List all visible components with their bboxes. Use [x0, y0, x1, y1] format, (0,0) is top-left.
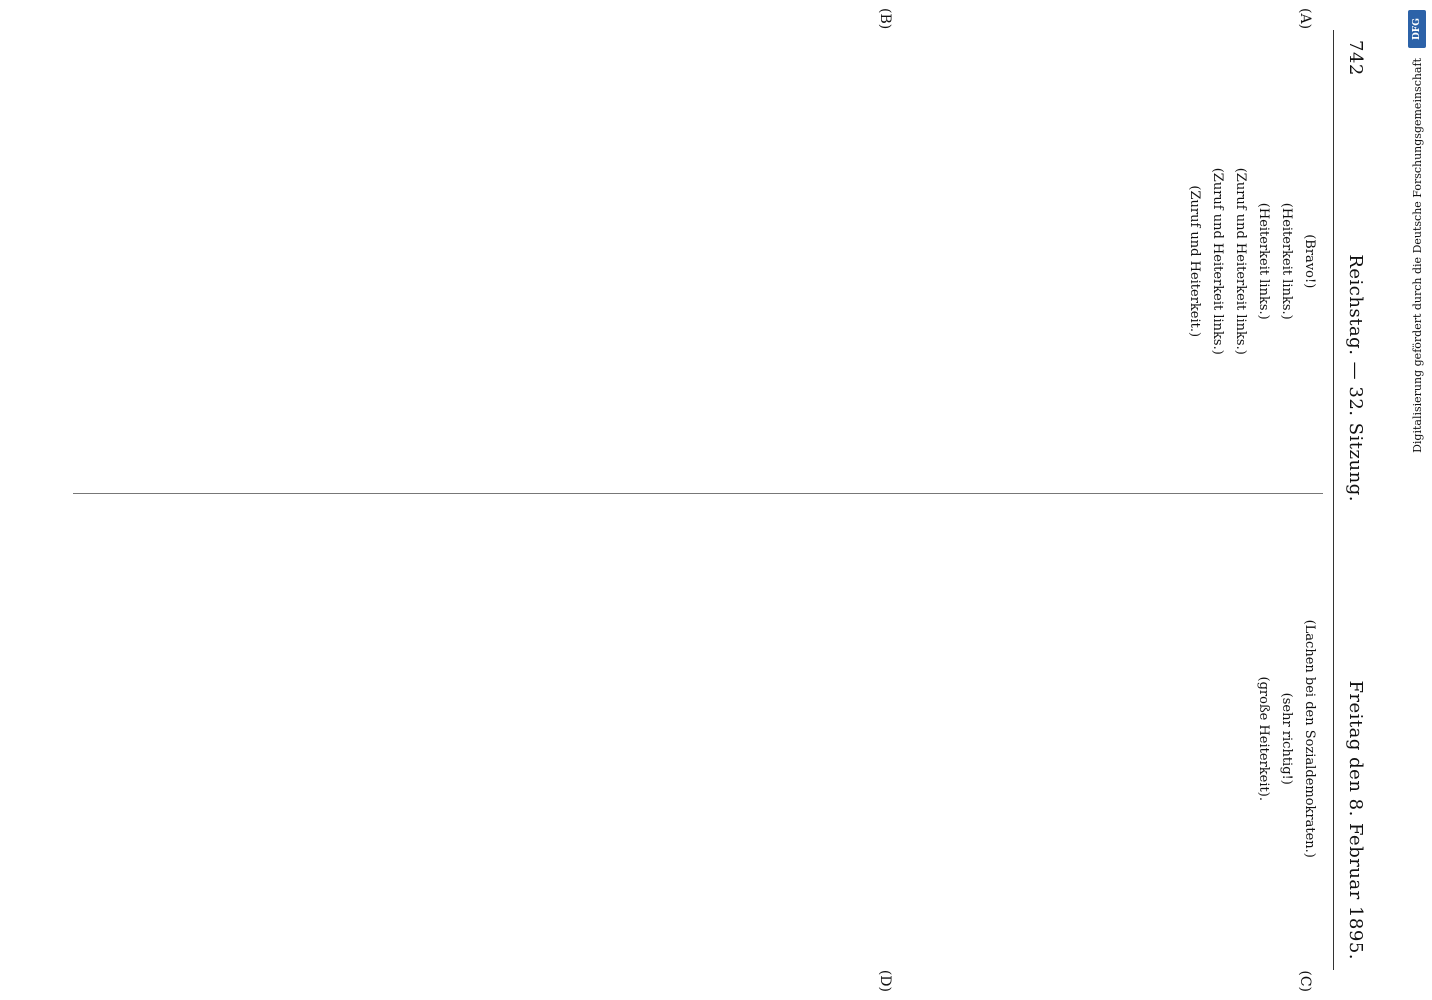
right-paragraphs: [1256, 508, 1317, 971]
column-right: [73, 508, 1323, 992]
digitization-sidebar: [1408, 10, 1426, 990]
margin-marker-d: (D): [877, 969, 893, 992]
margin-marker-c: (C): [1297, 970, 1313, 992]
left-paragraphs: [1187, 30, 1317, 493]
page-title: Reichstag. — 32. Sitzung.: [1345, 254, 1366, 502]
rotated-document: [46, 0, 1386, 1000]
stage-direction: (Zuruf und Heiterkeit links.): [1233, 167, 1248, 355]
stage-direction: (sehr richtig!): [1279, 692, 1294, 785]
page-date: Freitag den 8. Februar 1895.: [1345, 680, 1366, 960]
column-left: [73, 8, 1323, 494]
page-header: [1333, 30, 1366, 970]
stage-direction: (Zuruf und Heiterkeit links.): [1210, 167, 1225, 355]
stage-direction: (Heiterkeit links.): [1279, 202, 1294, 320]
page-number: 742: [1345, 40, 1366, 76]
stage-direction: (große Heiterkeit).: [1256, 676, 1271, 801]
stage-direction: (Heiterkeit links.): [1256, 202, 1271, 320]
digitization-credit: Digitalisierung gefördert durch die Deutsche Forschungsgemeinschaft: [1410, 58, 1424, 453]
stage-direction: (Lachen bei den Sozialdemokraten.): [1302, 619, 1317, 858]
text-columns: [73, 8, 1323, 992]
margin-marker-b: (B): [877, 8, 893, 30]
stage-direction: (Zuruf und Heiterkeit.): [1187, 185, 1202, 338]
dfg-badge: DFG: [1408, 10, 1426, 48]
margin-marker-a: (A): [1297, 8, 1313, 30]
stage-direction: (Bravo!): [1302, 234, 1317, 289]
